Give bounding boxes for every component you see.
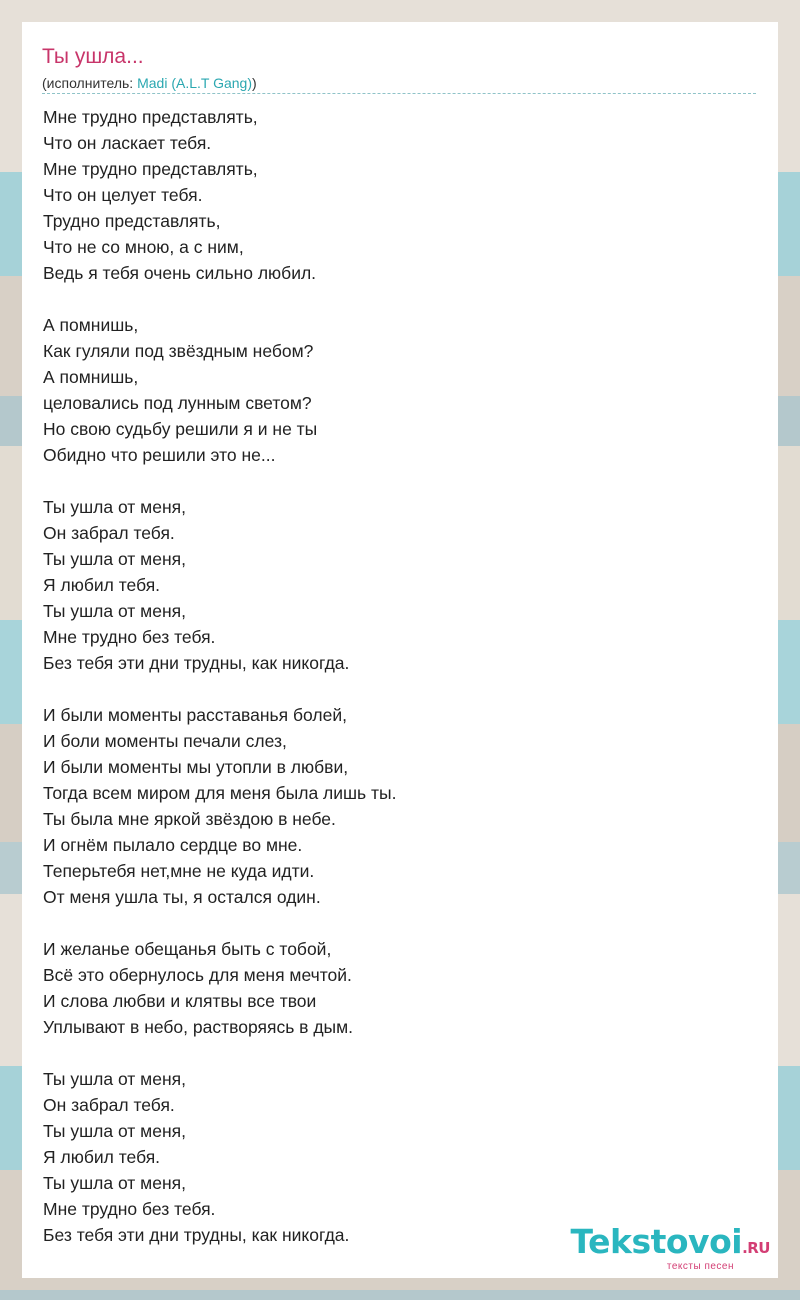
artist-suffix: ) <box>252 75 257 91</box>
lyrics-line: А помнишь, <box>43 315 139 335</box>
lyrics-line: И были моменты мы утопли в любви, <box>43 757 349 777</box>
lyrics-line: Я любил тебя. <box>43 575 161 595</box>
logo-tagline: тексты песен <box>666 1261 734 1272</box>
lyrics-stanza <box>43 1066 397 1248</box>
lyrics-line: И слова любви и клятвы все твои <box>43 991 317 1011</box>
lyrics-line: Без тебя эти дни трудны, как никогда. <box>43 1225 350 1245</box>
lyrics-line: Я любил тебя. <box>43 1147 161 1167</box>
artist-line <box>42 74 756 94</box>
lyrics-line: Как гуляли под звёздным небом? <box>43 341 314 361</box>
lyrics-line: А помнишь, <box>43 367 139 387</box>
lyrics-line: Обидно что решили это не... <box>43 445 276 465</box>
lyrics-stanza <box>43 702 397 910</box>
artist-link[interactable]: Madi (A.L.T Gang) <box>137 75 252 91</box>
lyrics-line: Ты ушла от меня, <box>43 1069 186 1089</box>
lyrics-line: Ты ушла от меня, <box>43 601 186 621</box>
lyrics-line: Мне трудно без тебя. <box>43 1199 216 1219</box>
lyrics-line: Что не со мною, а с ним, <box>43 237 244 257</box>
lyrics-line: Он забрал тебя. <box>43 523 175 543</box>
lyrics-line: Что он целует тебя. <box>43 185 203 205</box>
lyrics-line: Что он ласкает тебя. <box>43 133 212 153</box>
lyrics-stanza <box>43 104 397 286</box>
lyrics-stanza <box>43 936 397 1040</box>
lyrics-line: И были моменты расставанья болей, <box>43 705 347 725</box>
logo-tld: .RU <box>742 1239 770 1257</box>
lyrics-line: Уплывают в небо, растворяясь в дым. <box>43 1017 354 1037</box>
lyrics-line: Всё это обернулось для меня мечтой. <box>43 965 352 985</box>
lyrics-line: Мне трудно представлять, <box>43 107 258 127</box>
lyrics-card <box>22 22 778 1278</box>
lyrics-line: Он забрал тебя. <box>43 1095 175 1115</box>
lyrics-line: Но свою судьбу решили я и не ты <box>43 419 318 439</box>
logo-name: Tekstovoi <box>570 1222 743 1261</box>
lyrics-line: Трудно представлять, <box>43 211 221 231</box>
lyrics-line: И желанье обещанья быть с тобой, <box>43 939 332 959</box>
lyrics-line: И огнём пылало сердце во мне. <box>43 835 303 855</box>
lyrics-line: Без тебя эти дни трудны, как никогда. <box>43 653 350 673</box>
lyrics-line: Тогда всем миром для меня была лишь ты. <box>43 783 397 803</box>
lyrics-line: Ты ушла от меня, <box>43 1173 186 1193</box>
lyrics-line: целовались под лунным светом? <box>43 393 312 413</box>
site-logo[interactable] <box>570 1222 770 1272</box>
song-title: Ты ушла... <box>42 45 144 68</box>
lyrics-line: Мне трудно без тебя. <box>43 627 216 647</box>
logo-wordmark <box>570 1222 770 1265</box>
lyrics-line: Ты ушла от меня, <box>43 549 186 569</box>
lyrics-line: Теперьтебя нет,мне не куда идти. <box>43 861 315 881</box>
artist-prefix: (исполнитель: <box>42 75 138 91</box>
lyrics-line: От меня ушла ты, я остался один. <box>43 887 321 907</box>
lyrics-line: Ты была мне яркой звёздою в небе. <box>43 809 336 829</box>
lyrics-body <box>43 104 397 1274</box>
lyrics-stanza <box>43 312 397 468</box>
lyrics-line: Ведь я тебя очень сильно любил. <box>43 263 317 283</box>
lyrics-line: Мне трудно представлять, <box>43 159 258 179</box>
lyrics-stanza <box>43 494 397 676</box>
lyrics-line: И боли моменты печали слез, <box>43 731 287 751</box>
lyrics-line: Ты ушла от меня, <box>43 497 186 517</box>
lyrics-line: Ты ушла от меня, <box>43 1121 186 1141</box>
